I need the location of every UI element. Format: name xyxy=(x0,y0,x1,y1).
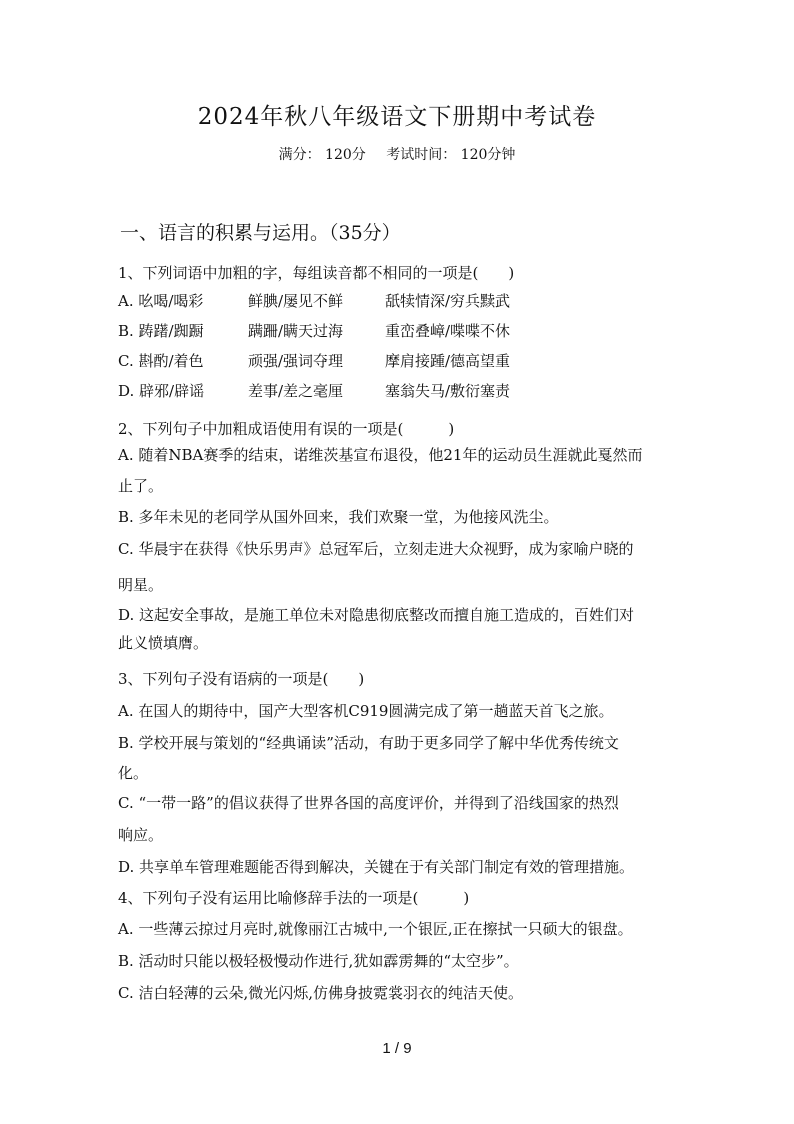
q1-d-col2: 差事/差之毫厘 xyxy=(248,382,344,400)
q3-option-b-line1: B. 学校开展与策划的“经典诵读”活动，有助于更多同学了解中华优秀传统文 xyxy=(118,734,619,752)
q3-option-c-line1: C. “一带一路”的倡议获得了世界各国的高度评价，并得到了沿线国家的热烈 xyxy=(118,794,619,812)
q1-c-col3: 摩肩接踵/德高望重 xyxy=(385,352,511,370)
section-heading: 一、语言的积累与运用。（35分） xyxy=(120,222,401,244)
q1-d-col1: D. 辟邪/辟谣 xyxy=(118,382,205,400)
q2-option-a-line2: 止了。 xyxy=(118,477,164,495)
q1-d-col3: 塞翁失马/敷衍塞责 xyxy=(385,382,511,400)
q2-option-d-line2: 此义愤填膺。 xyxy=(118,634,209,652)
q1-c-col1: C. 斟酌/着色 xyxy=(118,352,204,370)
q1-b-col1: B. 踌躇/踟蹰 xyxy=(118,322,204,340)
q4-stem: 4、下列句子没有运用比喻修辞手法的一项是( ) xyxy=(118,889,470,907)
page-title: 2024年秋八年级语文下册期中考试卷 xyxy=(197,104,597,130)
q2-option-d-line1: D. 这起安全事故，是施工单位未对隐患彻底整改而擅自施工造成的，百姓们对 xyxy=(118,606,635,624)
q4-option-c: C. 洁白轻薄的云朵,微光闪烁,仿佛身披霓裳羽衣的纯洁天使。 xyxy=(118,984,524,1002)
full-score: 满分： 120分 xyxy=(278,147,366,163)
q1-a-col3: 舐犊情深/穷兵黩武 xyxy=(385,292,511,310)
q2-option-c-line2: 明星。 xyxy=(118,576,164,594)
q3-option-d: D. 共享单车管理难题能否得到解决，关键在于有关部门制定有效的管理措施。 xyxy=(118,858,635,876)
q3-stem: 3、下列句子没有语病的一项是( ) xyxy=(118,670,365,688)
q1-b-col2: 蹒跚/瞒天过海 xyxy=(248,322,344,340)
q2-option-b: B. 多年未见的老同学从国外回来，我们欢聚一堂，为他接风洗尘。 xyxy=(118,508,559,526)
exam-meta xyxy=(0,144,794,164)
q2-stem: 2、下列句子中加粗成语使用有误的一项是( ) xyxy=(118,420,455,438)
q3-option-b-line2: 化。 xyxy=(118,764,149,782)
page-number: 1 / 9 xyxy=(382,1040,412,1057)
q1-a-col1: A. 吆喝/喝彩 xyxy=(118,292,204,310)
q1-stem: 1、下列词语中加粗的字，每组读音都不相同的一项是( ) xyxy=(118,264,515,282)
q1-c-col2: 顽强/强词夺理 xyxy=(248,352,344,370)
q2-option-a-line1: A. 随着NBA赛季的结束，诺维茨基宣布退役，他21年的运动员生涯就此戛然而 xyxy=(118,446,643,464)
q1-b-col3: 重峦叠嶂/喋喋不休 xyxy=(385,322,511,340)
q3-option-a: A. 在国人的期待中，国产大型客机C919圆满完成了第一趟蓝天首飞之旅。 xyxy=(118,702,614,720)
q2-option-c-line1: C. 华晨宇在获得《快乐男声》总冠军后，立刻走进大众视野，成为家喻户晓的 xyxy=(118,540,634,558)
q4-option-a: A. 一些薄云掠过月亮时,就像丽江古城中,一个银匠,正在擦拭一只硕大的银盘。 xyxy=(118,920,633,938)
q1-a-col2: 鲜腆/屡见不鲜 xyxy=(248,292,344,310)
q4-option-b: B. 活动时只能以极轻极慢动作进行,犹如霹雳舞的“太空步”。 xyxy=(118,952,519,970)
q3-option-c-line2: 响应。 xyxy=(118,826,164,844)
exam-time: 考试时间： 120分钟 xyxy=(386,147,516,163)
